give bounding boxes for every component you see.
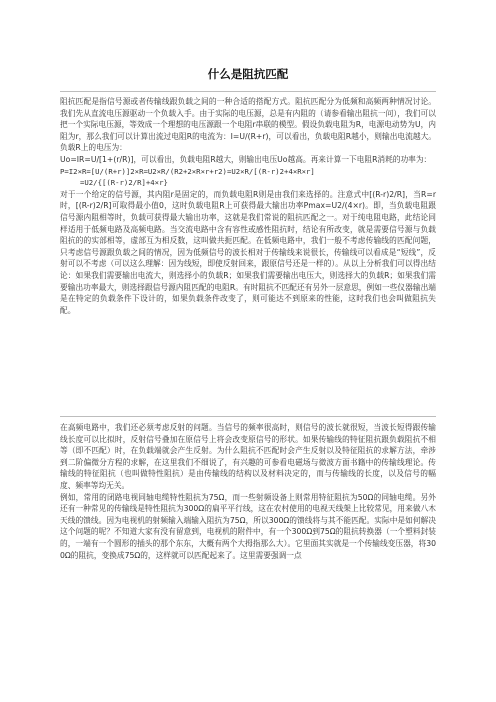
divider-line <box>60 91 436 92</box>
paragraph: 在高频电路中，我们还必须考虑反射的问题。当信号的频率很高时，则信号的波长就很短，当波长短得跟传输线长度可以比拟时，反射信号叠加在原信号上将会改变原信号的形状。如果传输线的特征阻抗跟负载阻抗不相等（即不匹配）时，在负载端就会产生反射。为什么阻抗不匹配时会产生反射以及特征阻抗的求解方法，牵涉到二阶偏微分方程的求解，在这里我们不细说了，有兴趣的可参看电磁场与微波方面书籍中的传输线理论。传输线的特征阻抗（也叫做特性阻抗）是由传输线的结构以及材料决定的，而与传输线的长度，以及信号的幅度、频率等均无关。 <box>60 423 436 490</box>
section-high-frequency <box>60 422 436 561</box>
formula-line: Uo=IR=U/[1+(r/R)]，可以看出，负载电阻R越大，则输出电压Uo越高。再来计算一下电阻R消耗的功率为： <box>60 154 432 164</box>
page-title: 什么是阻抗匹配 <box>207 67 289 81</box>
paragraph: 对于一个给定的信号源，其内阻r是固定的，而负载电阻R则是由我们来选择的。注意式中[(R-r)2/R]，当R=r时，[(R-r)2/R]可取得最小值0，这时负载电阻R上可获得最大输出功率Pmax=U2/(4×r)。即，当负载电阻跟信号源内阻相等时，负载可获得最大输出功率，这就是我们常说的阻抗匹配之一。对于纯电阻电路，此结论同样适用于低频电路及高频电路。当交流电路中含有容性或感性阻抗时，结论有所改变，就是需要信号源与负载阻抗的的实部相等，虚部互为相反数，这叫做共扼匹配。在低频电路中，我们一般不考虑传输线的匹配问题，只考虑信号源跟负载之间的情况，因为低频信号的波长相对于传输线来说很长，传输线可以看成是“短线”，反射可以不考虑（可以这么理解：因为线短，即使反射回来，跟原信号还是一样的）。从以上分析我们可以得出结论：如果我们需要输出电流大，则选择小的负载R；如果我们需要输出电压大，则选择大的负载R；如果我们需要输出功率最大，则选择跟信号源内阻匹配的电阻R。有时阻抗不匹配还有另外一层意思，例如一些仪器输出端是在特定的负载条件下设计的，如果负载条件改变了，则可能达不到原来的性能，这时我们也会叫做阻抗失配。 <box>60 189 436 315</box>
section-low-frequency <box>60 96 436 316</box>
formula-line: P=I2×R=[U/(R+r)]2×R=U2×R/(R2+2×R×r+r2)=U2×R/[(R-r)2+4×R×r] <box>60 166 315 176</box>
paragraph: 例如，常用的闭路电视同轴电缆特性阻抗为75Ω，而一些射频设备上则常用特征阻抗为50Ω的同轴电缆。另外还有一种常见的传输线是特性阻抗为300Ω的扁平平行线，这在农村使用的电视天线架上比较常见，用来做八木天线的馈线。因为电视机的射频输入端输入阻抗为75Ω，所以300Ω的馈线将与其不能匹配。实际中是如何解决这个问题的呢？不知道大家有没有留意到，电视机的附件中，有一个300Ω到75Ω的阻抗转换器（一个塑料封装的，一端有一个圆形的插头的那个东东，大概有两个大拇指那么大）。它里面其实就是一个传输线变压器，将300Ω的阻抗，变换成75Ω的，这样就可以匹配起来了。这里需要强调一点 <box>60 492 436 560</box>
paragraph: 阻抗匹配是指信号源或者传输线跟负载之间的一种合适的搭配方式。阻抗匹配分为低频和高频两种情况讨论。我们先从直流电压源驱动一个负载入手。由于实际的电压源，总是有内阻的（请参看输出阻抗一问），我们可以把一个实际电压源，等效成一个理想的电压源跟一个电阻r串联的模型。假设负载电阻为R，电源电动势为U，内阻为r，那么我们可以计算出流过电阻R的电流为：I=U/(R+r)，可以看出，负载电阻R越小，则输出电流越大。负载R上的电压为： <box>60 97 436 153</box>
formula-line: =U2/{[(R-r)2/R]+4×r} <box>80 178 168 188</box>
divider-line <box>60 416 436 417</box>
